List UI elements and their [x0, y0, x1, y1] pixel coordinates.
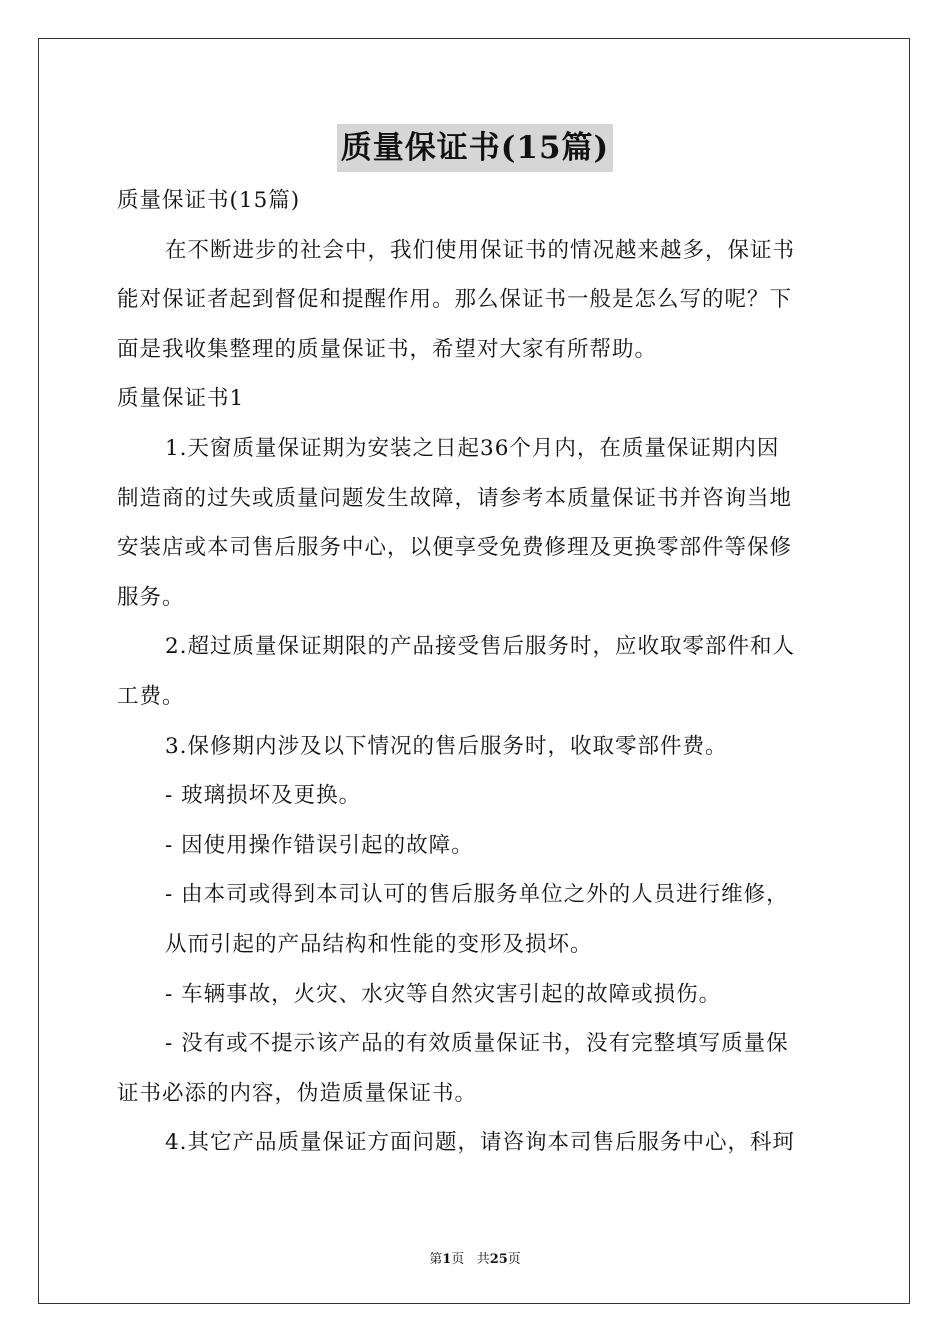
- text-line: 安装店或本司售后服务中心，以便享受免费修理及更换零部件等保修: [117, 535, 793, 561]
- footer-page-prefix: 第: [429, 1252, 443, 1267]
- footer-page-suffix: 页: [451, 1252, 465, 1267]
- document-title: 质量保证书(15篇): [337, 124, 613, 172]
- text-line: - 因使用操作错误引起的故障。: [165, 832, 474, 858]
- footer-total-pages: 25: [489, 1252, 508, 1267]
- text-line: - 没有或不提示该产品的有效质量保证书，没有完整填写质量保: [165, 1031, 789, 1057]
- text-line: 质量保证书(15篇): [117, 188, 301, 213]
- text-line: 4.其它产品质量保证方面问题，请咨询本司售后服务中心，科珂: [165, 1130, 796, 1156]
- document-body: [117, 176, 833, 1168]
- text-line: 质量保证书1: [117, 386, 245, 412]
- text-line: - 车辆事故，火灾、水灾等自然灾害引起的故障或损伤。: [165, 981, 722, 1007]
- text-line: 3.保修期内涉及以下情况的售后服务时，收取零部件费。: [165, 733, 728, 759]
- text-line: 在不断进步的社会中，我们使用保证书的情况越来越多，保证书: [165, 237, 796, 263]
- footer-total-suffix: 页: [507, 1252, 521, 1267]
- text-line: 能对保证者起到督促和提醒作用。那么保证书一般是怎么写的呢？下: [117, 287, 793, 313]
- text-line: 证书必添的内容，伪造质量保证书。: [117, 1080, 478, 1106]
- text-line: 从而引起的产品结构和性能的变形及损坏。: [165, 931, 593, 957]
- text-line: 工费。: [117, 683, 185, 709]
- text-line: - 玻璃损坏及更换。: [165, 783, 362, 809]
- footer-page-number: 1: [442, 1252, 452, 1267]
- text-line: - 由本司或得到本司认可的售后服务单位之外的人员进行维修，: [165, 882, 789, 908]
- text-line: 2.超过质量保证期限的产品接受售后服务时，应收取零部件和人: [165, 634, 796, 660]
- footer-total-prefix: 共: [476, 1252, 490, 1267]
- text-line: 制造商的过失或质量问题发生故障，请参考本质量保证书并咨询当地: [117, 485, 793, 511]
- title-container: [0, 124, 950, 172]
- text-line: 面是我收集整理的质量保证书，希望对大家有所帮助。: [117, 336, 658, 362]
- text-line: 1.天窗质量保证期为安装之日起36个月内，在质量保证期内因: [165, 435, 780, 461]
- page-footer: [0, 1248, 950, 1267]
- text-line: 服务。: [117, 584, 185, 610]
